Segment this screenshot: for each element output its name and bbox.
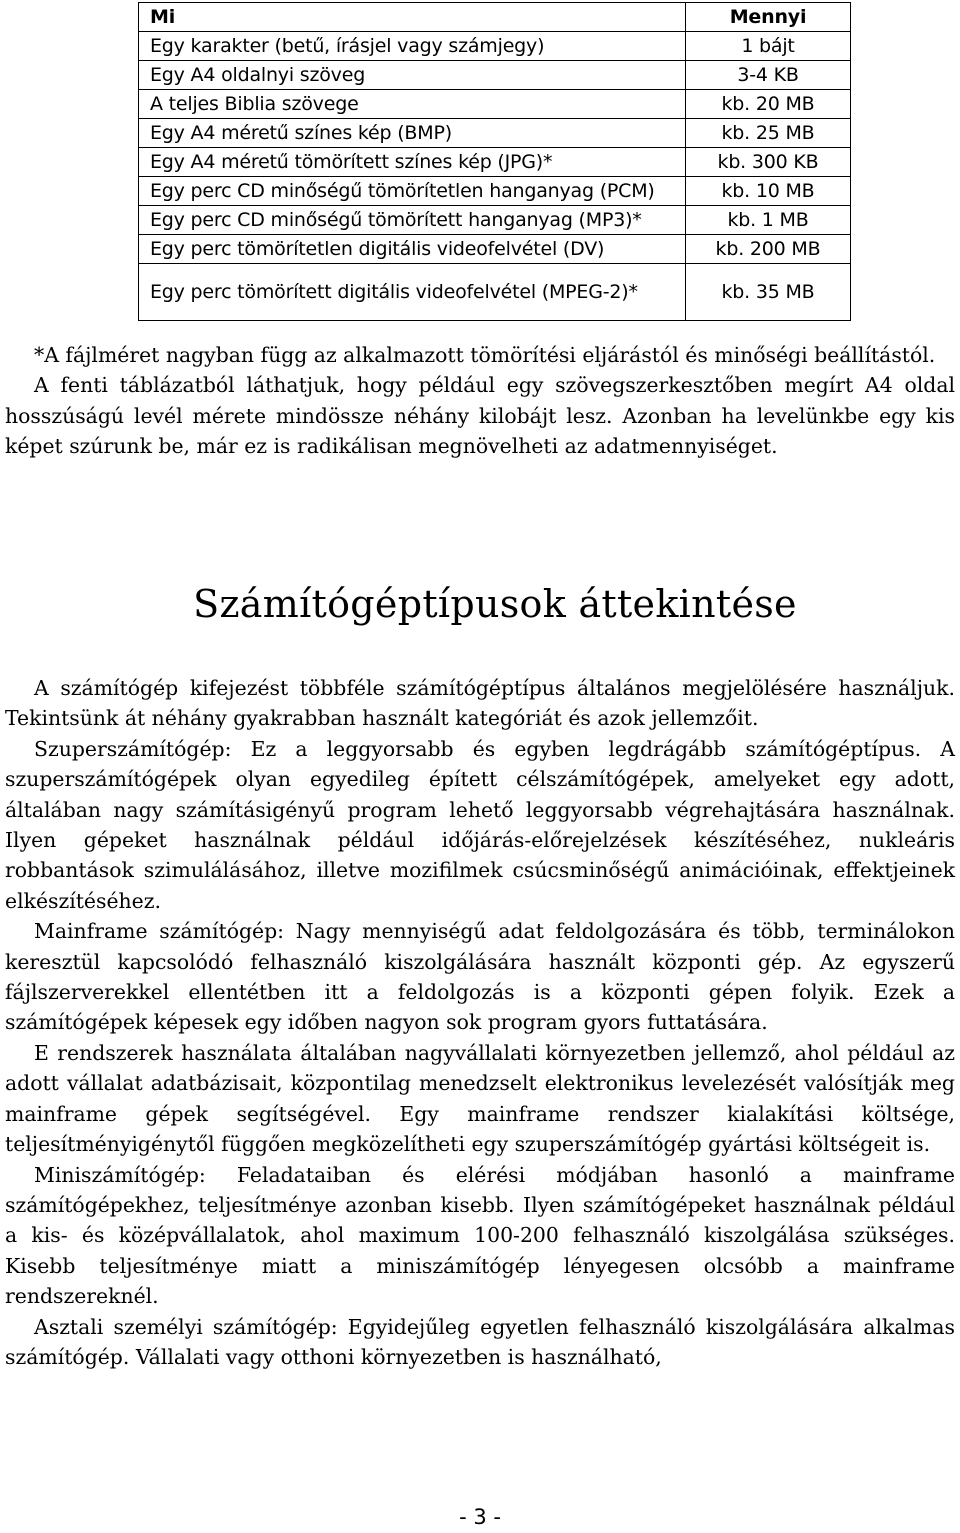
row-amount: kb. 10 MB	[686, 177, 851, 206]
row-amount: 1 bájt	[686, 32, 851, 61]
table-row	[139, 32, 851, 61]
data-size-table	[138, 2, 851, 321]
footnote-block	[5, 340, 955, 462]
row-amount: kb. 20 MB	[686, 90, 851, 119]
paragraph: Mainframe számítógép: Nagy mennyiségű adat feldolgozására és több, terminálokon keresztül kapcsolódó felhasználó kiszolgálására használt központi gép. Az egyszerű fájlszerverekkel ellentétben itt a feldolgozás is a központi gépen folyik. Ezek a számítógépek képesek egy időben nagyon sok program gyors futtatására.	[5, 919, 955, 1035]
row-amount: 3-4 KB	[686, 61, 851, 90]
paragraph: E rendszerek használata általában nagyvállalati környezetben jellemző, ahol például az adott vállalat adatbázisait, központilag menedzselt elektronikus levelezését valósítják meg mainframe gépek segítségével. Egy mainframe rendszer kialakítási költsége, teljesítményigénytől függően megközelítheti egy szuperszámítógép gyártási költségeit is.	[5, 1040, 955, 1157]
row-item: A teljes Biblia szövege	[139, 90, 686, 119]
paragraph: Miniszámítógép: Feladataiban és elérési módjában hasonló a mainframe számítógépekhez, teljesítménye azonban kisebb. Ilyen számítógépeket használnak például a kis- és középvállalatok, ahol maximum 100-200 felhasználó kiszolgálása szükséges. Kisebb teljesítménye miatt a miniszámítógép lényegesen olcsóbb a mainframe rendszereknél.	[5, 1162, 955, 1309]
row-item: Egy A4 oldalnyi szöveg	[139, 61, 686, 90]
table-row	[139, 235, 851, 264]
page-number: - 3 -	[459, 1505, 501, 1529]
row-item: Egy karakter (betű, írásjel vagy számjegy)	[139, 32, 686, 61]
section-title: Számítógéptípusok áttekintése	[193, 582, 797, 626]
row-amount: kb. 300 KB	[686, 148, 851, 177]
row-amount: kb. 200 MB	[686, 235, 851, 264]
header-mi: Mi	[139, 3, 686, 32]
table-row	[139, 90, 851, 119]
intro-paragraph: A fenti táblázatból láthatjuk, hogy például egy szövegszerkesztőben megírt A4 oldal hosszúságú levél mérete mindössze néhány kilobájt lesz. Azonban ha levelünkbe egy kis képet szúrunk be, már ez is radikálisan megnövelheti az adatmennyiséget.	[5, 373, 955, 459]
row-item: Egy perc tömörítetlen digitális videofelvétel (DV)	[139, 235, 686, 264]
row-amount: kb. 1 MB	[686, 206, 851, 235]
row-amount: kb. 35 MB	[686, 264, 851, 321]
paragraph: Szuperszámítógép: Ez a leggyorsabb és egyben legdrágább számítógéptípus. A szuperszámítógépek olyan egyedileg épített célszámítógépek, amelyeket egy adott, általában nagy számításigényű program lehető leggyorsabb végrehajtására használnak. Ilyen gépeket használnak például időjárás-előrejelzések készítéséhez, nukleáris robbantások szimulálásához, illetve mozifilmek csúcsminőségű animációinak, effektjeinek elkészítéséhez.	[5, 736, 955, 913]
paragraph: Asztali személyi számítógép: Egyidejűleg egyetlen felhasználó kiszolgálására alkalmas számítógép. Vállalati vagy otthoni környezetben is használható,	[5, 1314, 955, 1369]
row-amount: kb. 25 MB	[686, 119, 851, 148]
row-item: Egy perc CD minőségű tömörített hanganyag (MP3)*	[139, 206, 686, 235]
table-row	[139, 119, 851, 148]
row-item: Egy A4 méretű színes kép (BMP)	[139, 119, 686, 148]
table-row	[139, 61, 851, 90]
paragraph: A számítógép kifejezést többféle számítógéptípus általános megjelölésére használjuk. Tekintsünk át néhány gyakrabban használt kategóriát és azok jellemzőit.	[5, 676, 955, 731]
table-row	[139, 148, 851, 177]
content-block	[5, 673, 955, 1372]
table-row	[139, 206, 851, 235]
table-row	[139, 177, 851, 206]
row-item: Egy A4 méretű tömörített színes kép (JPG)*	[139, 148, 686, 177]
row-item: Egy perc tömörített digitális videofelvétel (MPEG-2)*	[139, 264, 686, 321]
table-row	[139, 264, 851, 321]
header-mennyi: Mennyi	[686, 3, 851, 32]
footnote: *A fájlméret nagyban függ az alkalmazott tömörítési eljárástól és minőségi beállítástól.	[34, 343, 936, 367]
table-header-row	[139, 3, 851, 32]
row-item: Egy perc CD minőségű tömörítetlen hanganyag (PCM)	[139, 177, 686, 206]
